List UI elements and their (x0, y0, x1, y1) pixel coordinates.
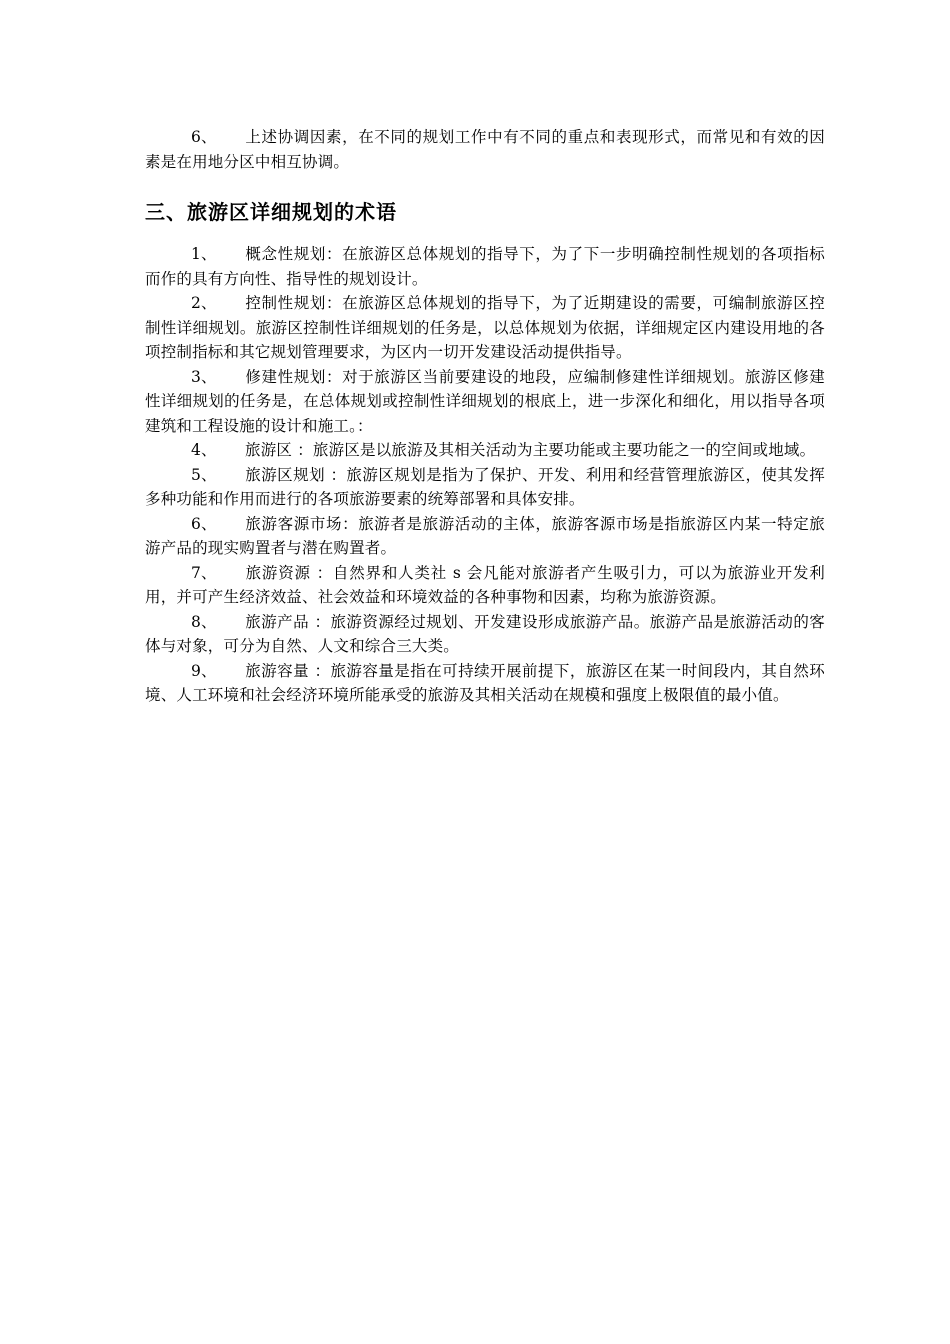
item-text: 旅游区 ：旅游区是以旅游及其相关活动为主要功能或主要功能之一的空间或地域。 (245, 441, 816, 459)
item-number: 4、 (191, 441, 217, 459)
term-item-9 (145, 659, 825, 708)
item-number: 6、 (191, 128, 217, 146)
term-item-5 (145, 463, 825, 512)
item-text: 旅游产品 ：旅游资源经过规划、开发建设形成旅游产品。旅游产品是旅游活动的客体与对象，可分为自然、人文和综合三大类。 (145, 612, 825, 655)
document-page (145, 125, 825, 708)
item-text: 修建性规划：对于旅游区当前要建设的地段，应编制修建性详细规划。旅游区修建性详细规划的任务是，在总体规划或控制性详细规划的根底上，进一步深化和细化，用以指导各项建筑和工程设施的设计和施工。： (145, 367, 825, 435)
item-text: 控制性规划：在旅游区总体规划的指导下，为了近期建设的需要，可编制旅游区控制性详细规划。旅游区控制性详细规划的任务是，以总体规划为依据，详细规定区内建设用地的各项控制指标和其它规划管理要求，为区内一切开发建设活动提供指导。 (145, 294, 825, 361)
term-item-6 (145, 512, 825, 561)
term-item-8 (145, 610, 825, 659)
term-item-3 (145, 365, 825, 439)
item-number: 9、 (191, 661, 217, 680)
term-item-7 (145, 561, 825, 610)
item-number: 2、 (191, 294, 217, 312)
item-number: 7、 (191, 563, 217, 582)
section-title: 三、旅游区详细规划的术语 (145, 200, 397, 224)
item-text: 旅游容量 ：旅游容量是指在可持续开展前提下，旅游区在某一时间段内，其自然环境、人工环境和社会经济环境所能承受的旅游及其相关活动在规模和强度上极限值的最小值。 (145, 661, 825, 704)
item-text: 上述协调因素，在不同的规划工作中有不同的重点和表现形式，而常见和有效的因素是在用地分区中相互协调。 (145, 128, 825, 171)
term-item-1 (145, 242, 825, 291)
intro-paragraph (145, 125, 825, 174)
item-number: 6、 (191, 514, 217, 533)
item-number: 1、 (191, 245, 217, 263)
item-text: 旅游客源市场：旅游者是旅游活动的主体，旅游客源市场是指旅游区内某一特定旅游产品的现实购置者与潜在购置者。 (145, 514, 825, 557)
item-text: 旅游资源 ：自然界和人类社 s 会凡能对旅游者产生吸引力，可以为旅游业开发利用，并可产生经济效益、社会效益和环境效益的各种事物和因素，均称为旅游资源。 (145, 563, 825, 606)
item-number: 5、 (191, 465, 217, 484)
item-text: 概念性规划：在旅游区总体规划的指导下，为了下一步明确控制性规划的各项指标而作的具有方向性、指导性的规划设计。 (145, 245, 825, 288)
item-number: 3、 (191, 367, 217, 386)
term-item-2 (145, 291, 825, 365)
item-number: 8、 (191, 612, 217, 631)
item-text: 旅游区规划 ：旅游区规划是指为了保护、开发、利用和经营管理旅游区，使其发挥多种功能和作用而进行的各项旅游要素的统筹部署和具体安排。 (145, 465, 825, 508)
term-item-4 (145, 438, 825, 463)
